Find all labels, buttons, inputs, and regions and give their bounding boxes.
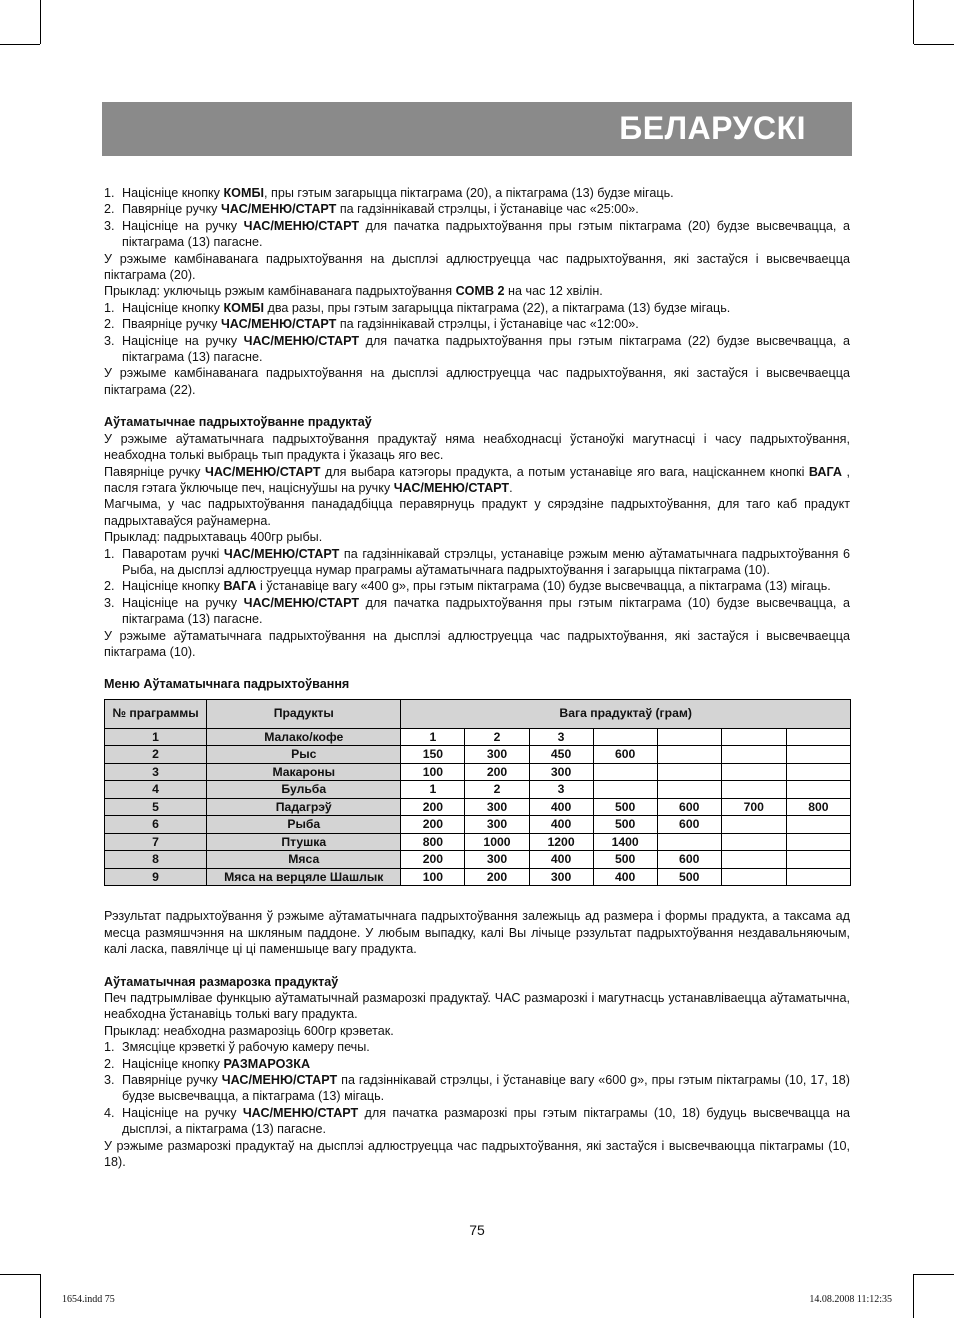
print-timestamp: 14.08.2008 11:12:35 bbox=[809, 1294, 892, 1305]
weight-cell: 1200 bbox=[529, 833, 593, 851]
weight-cell: 400 bbox=[529, 798, 593, 816]
list-item: 2. Павярніце ручку ЧАС/МЕНЮ/СТАРТ па гадзіннікавай стрэлцы, і ўстанавіце час «25:00». bbox=[104, 202, 639, 217]
weight-cell bbox=[657, 763, 721, 781]
paragraph: У рэжыме аўтаматычнага падрыхтоўвання на дысплэі адлюструецца час падрыхтоўвання, які застаўся і высвечваецца піктаграма (10). bbox=[104, 628, 850, 659]
program-number-cell: 9 bbox=[105, 868, 207, 886]
product-cell: Птушка bbox=[207, 833, 401, 851]
example-line: Прыклад: падрыхтаваць 400гр рыбы. bbox=[104, 530, 323, 545]
list-item: 3. Націсніце на ручку ЧАС/МЕНЮ/СТАРТ для пачатка падрыхтоўвання пры гэтым піктаграма (10) будзе высвечвацца, а піктаграма (13) пагасне. bbox=[104, 595, 850, 627]
weight-cell bbox=[721, 851, 786, 869]
paragraph: Рэзультат падрыхтоўвання ў рэжыме аўтаматычнага падрыхтоўвання залежыць ад размера і формы прадукта, а таксама ад месца размяшчэння на шкляным паддоне. У любым выпадку, калі Вы лічыце рэзультат падрыхтоўвання нездавальняючым, калі ласка, павялічце ці ці паменшыце вагу прадукта. bbox=[104, 909, 850, 957]
steps-defrost bbox=[104, 1039, 850, 1137]
program-number-cell: 6 bbox=[105, 816, 207, 834]
list-item: 3. Націсніце на ручку ЧАС/МЕНЮ/СТАРТ для пачатка падрыхтоўвання пры гэтым піктаграма (20) будзе высвечвацца, а піктаграма (13) пагасне. bbox=[104, 218, 850, 250]
weight-cell bbox=[657, 833, 721, 851]
weight-cell bbox=[593, 763, 657, 781]
table-row bbox=[105, 728, 851, 746]
weight-cell: 200 bbox=[465, 763, 529, 781]
weight-cell: 300 bbox=[465, 816, 529, 834]
language-header bbox=[102, 102, 852, 156]
program-number-cell: 1 bbox=[105, 728, 207, 746]
list-item: 3. Павярніце ручку ЧАС/МЕНЮ/СТАРТ па гадзіннікавай стрэлцы, і ўстанавіце вагу «600 g», пры гэтым піктаграмы (10, 17, 18) будзе высвечвацца, а піктаграма (13) мігаць. bbox=[104, 1072, 850, 1104]
list-item: 2. Націсніце кнопку ВАГА і ўстанавіце вагу «400 g», пры гэтым піктаграма (10) будзе высвечвацца, а піктаграма (13) мігаць. bbox=[104, 579, 831, 594]
product-cell: Макароны bbox=[207, 763, 401, 781]
auto-cook-menu-table bbox=[104, 699, 851, 887]
program-number-cell: 4 bbox=[105, 781, 207, 799]
paragraph: У рэжыме аўтаматычнага падрыхтоўвання прадуктаў няма неабходнасці ўстаноўкі магутнасці і часу падрыхтоўвання, неабходна толькі выбраць тып прадукта і ўказаць яго вес. bbox=[104, 431, 850, 463]
table-row bbox=[105, 763, 851, 781]
weight-cell: 700 bbox=[721, 798, 786, 816]
weight-cell: 200 bbox=[401, 816, 465, 834]
weight-cell bbox=[721, 868, 786, 886]
crop-mark bbox=[913, 0, 914, 44]
crop-mark bbox=[913, 1274, 914, 1318]
product-cell: Мяса на верцяле Шашлык bbox=[207, 868, 401, 886]
weight-cell: 200 bbox=[401, 798, 465, 816]
program-number-cell: 3 bbox=[105, 763, 207, 781]
list-item: 1. Націсніце кнопку КОМБІ, пры гэтым загарыцца піктаграма (20), а піктаграма (13) будзе мігаць. bbox=[104, 186, 674, 200]
weight-cell: 600 bbox=[657, 816, 721, 834]
language-title: БЕЛАРУСКІ bbox=[619, 110, 806, 146]
section-heading: Аўтаматычнае падрыхтоўванне прадуктаў bbox=[104, 415, 372, 430]
program-number-cell: 7 bbox=[105, 833, 207, 851]
weight-cell: 300 bbox=[529, 868, 593, 886]
weight-cell bbox=[786, 816, 850, 834]
program-number-cell: 8 bbox=[105, 851, 207, 869]
product-cell: Мяса bbox=[207, 851, 401, 869]
program-number-cell: 5 bbox=[105, 798, 207, 816]
weight-cell bbox=[786, 833, 850, 851]
weight-cell: 200 bbox=[465, 868, 529, 886]
table-header-row bbox=[105, 699, 851, 728]
weight-cell: 450 bbox=[529, 746, 593, 764]
weight-cell bbox=[657, 781, 721, 799]
table-row bbox=[105, 781, 851, 799]
weight-cell bbox=[721, 763, 786, 781]
steps-auto-cook bbox=[104, 546, 850, 628]
product-cell: Малако/кофе bbox=[207, 728, 401, 746]
paragraph: У рэжыме камбінаванага падрыхтоўвання на дысплэі адлюструецца час падрыхтоўвання, які застаўся і высвечваецца піктаграма (22). bbox=[104, 366, 850, 397]
list-item: 1. Націсніце кнопку КОМБІ два разы, пры гэтым загарыцца піктаграма (22), а піктаграма (13) будзе мігаць. bbox=[104, 300, 731, 315]
table-row bbox=[105, 816, 851, 834]
weight-cell bbox=[657, 728, 721, 746]
table-row bbox=[105, 746, 851, 764]
weight-cell bbox=[786, 851, 850, 869]
section-heading: Аўтаматычная размарозка прадуктаў bbox=[104, 974, 339, 989]
weight-cell bbox=[786, 781, 850, 799]
example-line: Прыклад: уключыць рэжым камбінаванага падрыхтоўвання COMB 2 на час 12 хвілін. bbox=[104, 284, 603, 299]
weight-cell: 400 bbox=[529, 851, 593, 869]
weight-cell: 800 bbox=[786, 798, 850, 816]
steps-combi-a bbox=[104, 185, 850, 251]
weight-cell: 2 bbox=[465, 781, 529, 799]
crop-mark bbox=[914, 1274, 954, 1275]
product-cell: Рыс bbox=[207, 746, 401, 764]
weight-cell: 300 bbox=[529, 763, 593, 781]
crop-mark bbox=[0, 44, 40, 45]
weight-cell: 500 bbox=[593, 816, 657, 834]
file-slug: 1654.indd 75 bbox=[62, 1294, 115, 1305]
weight-cell: 1400 bbox=[593, 833, 657, 851]
crop-mark bbox=[40, 1274, 41, 1318]
weight-cell: 150 bbox=[401, 746, 465, 764]
weight-cell: 2 bbox=[465, 728, 529, 746]
weight-cell bbox=[786, 868, 850, 886]
list-item: 1. Змясціце крэветкі ў рабочую камеру печы. bbox=[104, 1040, 370, 1055]
list-item: 4. Націсніце на ручку ЧАС/МЕНЮ/СТАРТ для пачатка размарозкі пры гэтым піктаграмы (10, 18) будуць высвечвацца на дысплэі, а піктаграма (13) пагасне. bbox=[104, 1105, 850, 1137]
crop-mark bbox=[0, 1274, 40, 1275]
weight-cell: 500 bbox=[593, 851, 657, 869]
weight-cell: 300 bbox=[465, 798, 529, 816]
table-row bbox=[105, 868, 851, 886]
col-header-product: Прадукты bbox=[207, 699, 401, 728]
weight-cell: 1000 bbox=[465, 833, 529, 851]
weight-cell: 800 bbox=[401, 833, 465, 851]
weight-cell: 500 bbox=[657, 868, 721, 886]
weight-cell bbox=[657, 746, 721, 764]
weight-cell: 1 bbox=[401, 728, 465, 746]
weight-cell bbox=[786, 763, 850, 781]
paragraph: Магчыма, у час падрыхтоўвання панададбіцца перавярнуць прадукт у сярэдзіне падрыхтоўвання, для таго каб прадукт падрыхтаваўся раўнамерна. bbox=[104, 497, 850, 528]
crop-mark bbox=[40, 0, 41, 44]
list-item: 3. Націсніце на ручку ЧАС/МЕНЮ/СТАРТ для пачатка падрыхтоўвання пры гэтым піктаграма (22) будзе высвечвацца, а піктаграма (13) пагасне. bbox=[104, 333, 850, 365]
weight-cell bbox=[721, 833, 786, 851]
weight-cell: 100 bbox=[401, 868, 465, 886]
weight-cell: 600 bbox=[657, 798, 721, 816]
product-cell: Рыба bbox=[207, 816, 401, 834]
table-heading: Меню Аўтаматычнага падрыхтоўвання bbox=[104, 677, 350, 692]
weight-cell: 400 bbox=[529, 816, 593, 834]
weight-cell: 400 bbox=[593, 868, 657, 886]
weight-cell bbox=[721, 728, 786, 746]
crop-mark bbox=[914, 44, 954, 45]
program-number-cell: 2 bbox=[105, 746, 207, 764]
weight-cell bbox=[721, 781, 786, 799]
weight-cell: 600 bbox=[593, 746, 657, 764]
weight-cell bbox=[721, 746, 786, 764]
example-line: Прыклад: неабходна размарозіць 600гр крэветак. bbox=[104, 1023, 394, 1038]
weight-cell bbox=[593, 728, 657, 746]
weight-cell: 200 bbox=[401, 851, 465, 869]
table-row bbox=[105, 851, 851, 869]
table-row bbox=[105, 833, 851, 851]
weight-cell: 3 bbox=[529, 781, 593, 799]
product-cell: Падагрэў bbox=[207, 798, 401, 816]
weight-cell: 600 bbox=[657, 851, 721, 869]
weight-cell: 100 bbox=[401, 763, 465, 781]
weight-cell: 500 bbox=[593, 798, 657, 816]
paragraph: У рэжыме камбінаванага падрыхтоўвання на дысплэі адлюструецца час падрыхтоўвання, які застаўся і высвечваецца піктаграма (20). bbox=[104, 251, 850, 283]
weight-cell bbox=[721, 816, 786, 834]
list-item: 2. Націсніце кнопку РАЗМАРОЗКА bbox=[104, 1056, 311, 1071]
weight-cell bbox=[786, 728, 850, 746]
col-header-program: № праграммы bbox=[105, 699, 207, 728]
weight-cell: 3 bbox=[529, 728, 593, 746]
weight-cell bbox=[593, 781, 657, 799]
table-row bbox=[105, 798, 851, 816]
page-number: 75 bbox=[469, 1222, 485, 1238]
list-item: 2. Пваярніце ручку ЧАС/МЕНЮ/СТАРТ па гадзіннікавай стрэлцы, і ўстанавіце час «12:00». bbox=[104, 317, 639, 332]
weight-cell: 300 bbox=[465, 746, 529, 764]
weight-cell: 1 bbox=[401, 781, 465, 799]
col-header-weight: Вага прадуктаў (грам) bbox=[401, 699, 851, 728]
paragraph: Печ падтрымлівае функцыю аўтаматычнай размарозкі прадуктаў. ЧАС размарозкі і магутнасць устанавліваецца аўтаматычна, неабходна ўстанавіць толькі вагу прадукта. bbox=[104, 990, 850, 1022]
weight-cell: 300 bbox=[465, 851, 529, 869]
weight-cell bbox=[786, 746, 850, 764]
paragraph: У рэжыме размарозкі прадуктаў на дысплэі адлюструецца час падрыхтоўвання, які застаўся і высвечваюцца піктаграмы (10, 18). bbox=[104, 1138, 850, 1169]
page-content bbox=[104, 185, 850, 1170]
steps-combi-b bbox=[104, 300, 850, 366]
list-item: 1. Паваротам ручкі ЧАС/МЕНЮ/СТАРТ па гадзіннікавай стрэлцы, устанавіце рэжым меню аўтаматычнага падрыхтоўвання 6 Рыба, на дысплэі адлюструецца нумар праграмы аўтаматычнага падрыхтоўвання і загарыцца піктаграма (10). bbox=[104, 546, 851, 577]
paragraph: Павярніце ручку ЧАС/МЕНЮ/СТАРТ для выбара катэгоры прадукта, а потым устанавіце яго вага, націсканнем кнопкі ВАГА , пасля гэтага ўключыце печ, націснуўшы на ручку ЧАС/МЕНЮ/СТАРТ. bbox=[104, 464, 850, 495]
product-cell: Бульба bbox=[207, 781, 401, 799]
